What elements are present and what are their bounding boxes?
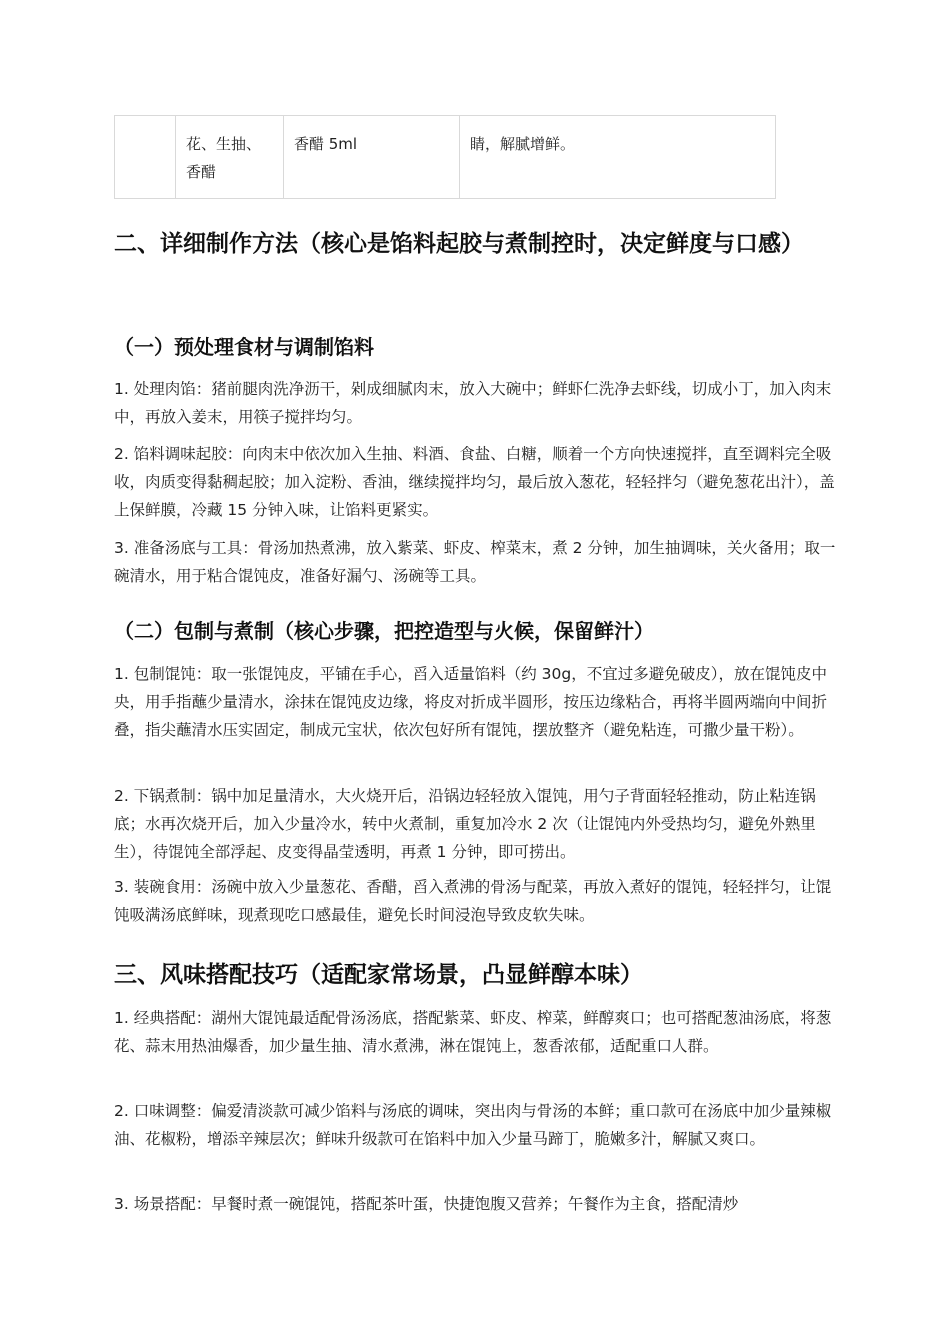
section-heading: 二、详细制作方法（核心是馅料起胶与煮制控时，决定鲜度与口感） bbox=[114, 231, 804, 257]
paragraph: 3. 准备汤底与工具：骨汤加热煮沸，放入紫菜、虾皮、榨菜末，煮 2 分钟，加生抽调味，关火备用；取一碗清水，用于粘合馄饨皮，准备好漏勺、汤碗等工具。 bbox=[114, 539, 836, 585]
paragraph: 2. 下锅煮制：锅中加足量清水，大火烧开后，沿锅边轻轻放入馄饨，用勺子背面轻轻推动，防止粘连锅底；水再次烧开后，加入少量冷水，转中火煮制，重复加冷水 2 次（让馄饨内外受热均匀，避免外熟里生），待馄饨全部浮起、皮变得晶莹透明，再煮 1 分钟，即可捞出。 bbox=[114, 787, 816, 861]
table-row bbox=[115, 116, 776, 199]
subsection-heading: （一）预处理食材与调制馅料 bbox=[114, 335, 374, 359]
section-heading: 三、风味搭配技巧（适配家常场景，凸显鲜醇本味） bbox=[114, 962, 643, 988]
paragraph: 3. 场景搭配：早餐时煮一碗馄饨，搭配茶叶蛋，快捷饱腹又营养；午餐作为主食，搭配清炒 bbox=[114, 1195, 739, 1213]
table-cell bbox=[115, 116, 176, 199]
table-cell: 睛，解腻增鲜。 bbox=[460, 116, 776, 199]
paragraph: 1. 包制馄饨：取一张馄饨皮，平铺在手心，舀入适量馅料（约 30g，不宜过多避免破皮），放在馄饨皮中央，用手指蘸少量清水，涂抹在馄饨皮边缘，将皮对折成半圆形，按压边缘粘合，再将半圆两端向中间折叠，指尖蘸清水压实固定，制成元宝状，依次包好所有馄饨，摆放整齐（避免粘连，可撒少量干粉）。 bbox=[114, 665, 828, 739]
paragraph: 1. 经典搭配：湖州大馄饨最适配骨汤汤底，搭配紫菜、虾皮、榨菜，鲜醇爽口；也可搭配葱油汤底，将葱花、蒜末用热油爆香，加少量生抽、清水煮沸，淋在馄饨上，葱香浓郁，适配重口人群。 bbox=[114, 1009, 832, 1055]
paragraph: 3. 装碗食用：汤碗中放入少量葱花、香醋，舀入煮沸的骨汤与配菜，再放入煮好的馄饨，轻轻拌匀，让馄饨吸满汤底鲜味，现煮现吃口感最佳，避免长时间浸泡导致皮软失味。 bbox=[114, 878, 832, 924]
subsection-heading: （二）包制与煮制（核心步骤，把控造型与火候，保留鲜汁） bbox=[114, 619, 654, 643]
paragraph: 1. 处理肉馅：猪前腿肉洗净沥干，剁成细腻肉末，放入大碗中；鲜虾仁洗净去虾线，切成小丁，加入肉末中，再放入姜末，用筷子搅拌均匀。 bbox=[114, 380, 832, 426]
table-cell: 花、生抽、香醋 bbox=[176, 116, 284, 199]
paragraph: 2. 馅料调味起胶：向肉末中依次加入生抽、料酒、食盐、白糖，顺着一个方向快速搅拌，直至调料完全吸收，肉质变得黏稠起胶；加入淀粉、香油，继续搅拌均匀，最后放入葱花，轻轻拌匀（避免葱花出汁），盖上保鲜膜，冷藏 15 分钟入味，让馅料更紧实。 bbox=[114, 445, 835, 519]
paragraph: 2. 口味调整：偏爱清淡款可减少馅料与汤底的调味，突出肉与骨汤的本鲜；重口款可在汤底中加少量辣椒油、花椒粉，增添辛辣层次；鲜味升级款可在馅料中加入少量马蹄丁，脆嫩多汁，解腻又爽口。 bbox=[114, 1102, 832, 1148]
table-cell: 香醋 5ml bbox=[284, 116, 460, 199]
ingredient-table bbox=[114, 115, 776, 199]
